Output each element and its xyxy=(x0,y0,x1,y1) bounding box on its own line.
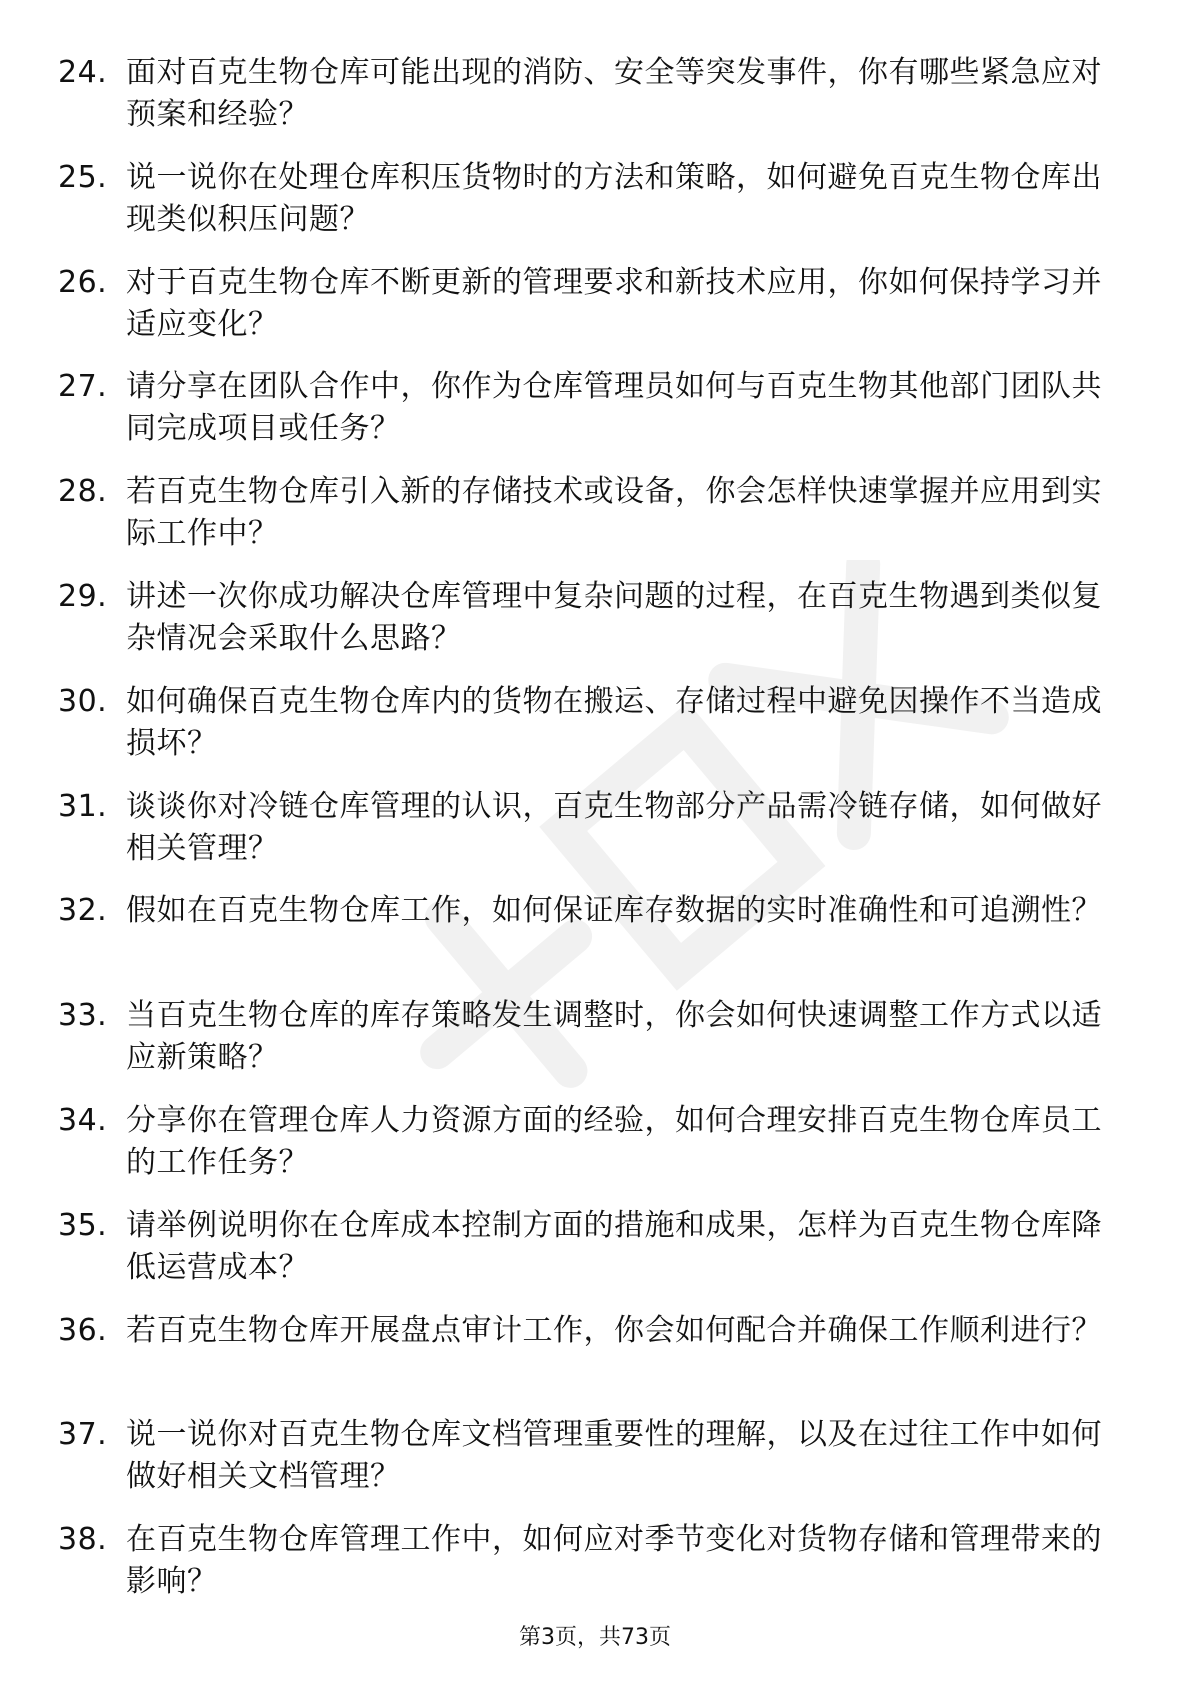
question-text: 谈谈你对冷链仓库管理的认识，百克生物部分产品需冷链存储，如何做好相关管理？ xyxy=(126,788,1102,866)
question-list xyxy=(58,52,1108,1624)
question-number: 38. xyxy=(58,1522,108,1558)
question-text: 请举例说明你在仓库成本控制方面的措施和成果，怎样为百克生物仓库降低运营成本？ xyxy=(126,1207,1102,1285)
list-item xyxy=(58,995,1108,1079)
question-text: 在百克生物仓库管理工作中，如何应对季节变化对货物存储和管理带来的影响？ xyxy=(126,1522,1102,1600)
question-number: 34. xyxy=(58,1102,108,1138)
list-item xyxy=(58,262,1108,346)
list-item xyxy=(58,1519,1108,1603)
list-item xyxy=(58,890,1108,974)
question-text: 面对百克生物仓库可能出现的消防、安全等突发事件，你有哪些紧急应对预案和经验？ xyxy=(126,55,1102,132)
list-item xyxy=(58,681,1108,765)
list-item xyxy=(58,1205,1108,1289)
question-text: 若百克生物仓库开展盘点审计工作，你会如何配合并确保工作顺利进行？ xyxy=(126,1312,1102,1348)
question-text: 说一说你对百克生物仓库文档管理重要性的理解，以及在过往工作中如何做好相关文档管理？ xyxy=(126,1417,1102,1495)
question-text: 分享你在管理仓库人力资源方面的经验，如何合理安排百克生物仓库员工的工作任务？ xyxy=(126,1102,1102,1180)
question-text: 请分享在团队合作中，你作为仓库管理员如何与百克生物其他部门团队共同完成项目或任务？ xyxy=(126,369,1102,447)
question-number: 35. xyxy=(58,1207,108,1243)
question-number: 36. xyxy=(58,1312,108,1348)
page-number-footer: 第3页，共73页 xyxy=(519,1625,671,1650)
question-text: 讲述一次你成功解决仓库管理中复杂问题的过程，在百克生物遇到类似复杂情况会采取什么思路？ xyxy=(126,578,1102,656)
question-text: 当百克生物仓库的库存策略发生调整时，你会如何快速调整工作方式以适应新策略？ xyxy=(126,998,1102,1076)
list-item xyxy=(58,576,1108,660)
question-number: 32. xyxy=(58,893,108,929)
question-number: 29. xyxy=(58,578,108,614)
question-text: 对于百克生物仓库不断更新的管理要求和新技术应用，你如何保持学习并适应变化？ xyxy=(126,264,1102,342)
list-item xyxy=(58,157,1108,241)
question-number: 27. xyxy=(58,369,108,405)
list-item xyxy=(58,1414,1108,1498)
question-number: 30. xyxy=(58,683,108,719)
list-item xyxy=(58,471,1108,555)
question-number: 28. xyxy=(58,474,108,510)
question-text: 如何确保百克生物仓库内的货物在搬运、存储过程中避免因操作不当造成损坏？ xyxy=(126,683,1102,761)
question-number: 37. xyxy=(58,1417,108,1453)
question-number: 25. xyxy=(58,159,108,195)
question-text: 说一说你在处理仓库积压货物时的方法和策略，如何避免百克生物仓库出现类似积压问题？ xyxy=(126,159,1102,237)
question-number: 33. xyxy=(58,998,108,1034)
question-text: 假如在百克生物仓库工作，如何保证库存数据的实时准确性和可追溯性？ xyxy=(126,893,1102,929)
list-item xyxy=(58,366,1108,450)
question-number: 31. xyxy=(58,788,108,824)
question-number: 26. xyxy=(58,264,108,300)
list-item xyxy=(58,52,1108,136)
question-number: 24. xyxy=(58,55,108,90)
question-text: 若百克生物仓库引入新的存储技术或设备，你会怎样快速掌握并应用到实际工作中？ xyxy=(126,474,1102,552)
list-item xyxy=(58,786,1108,870)
list-item xyxy=(58,1310,1108,1394)
list-item xyxy=(58,1100,1108,1184)
